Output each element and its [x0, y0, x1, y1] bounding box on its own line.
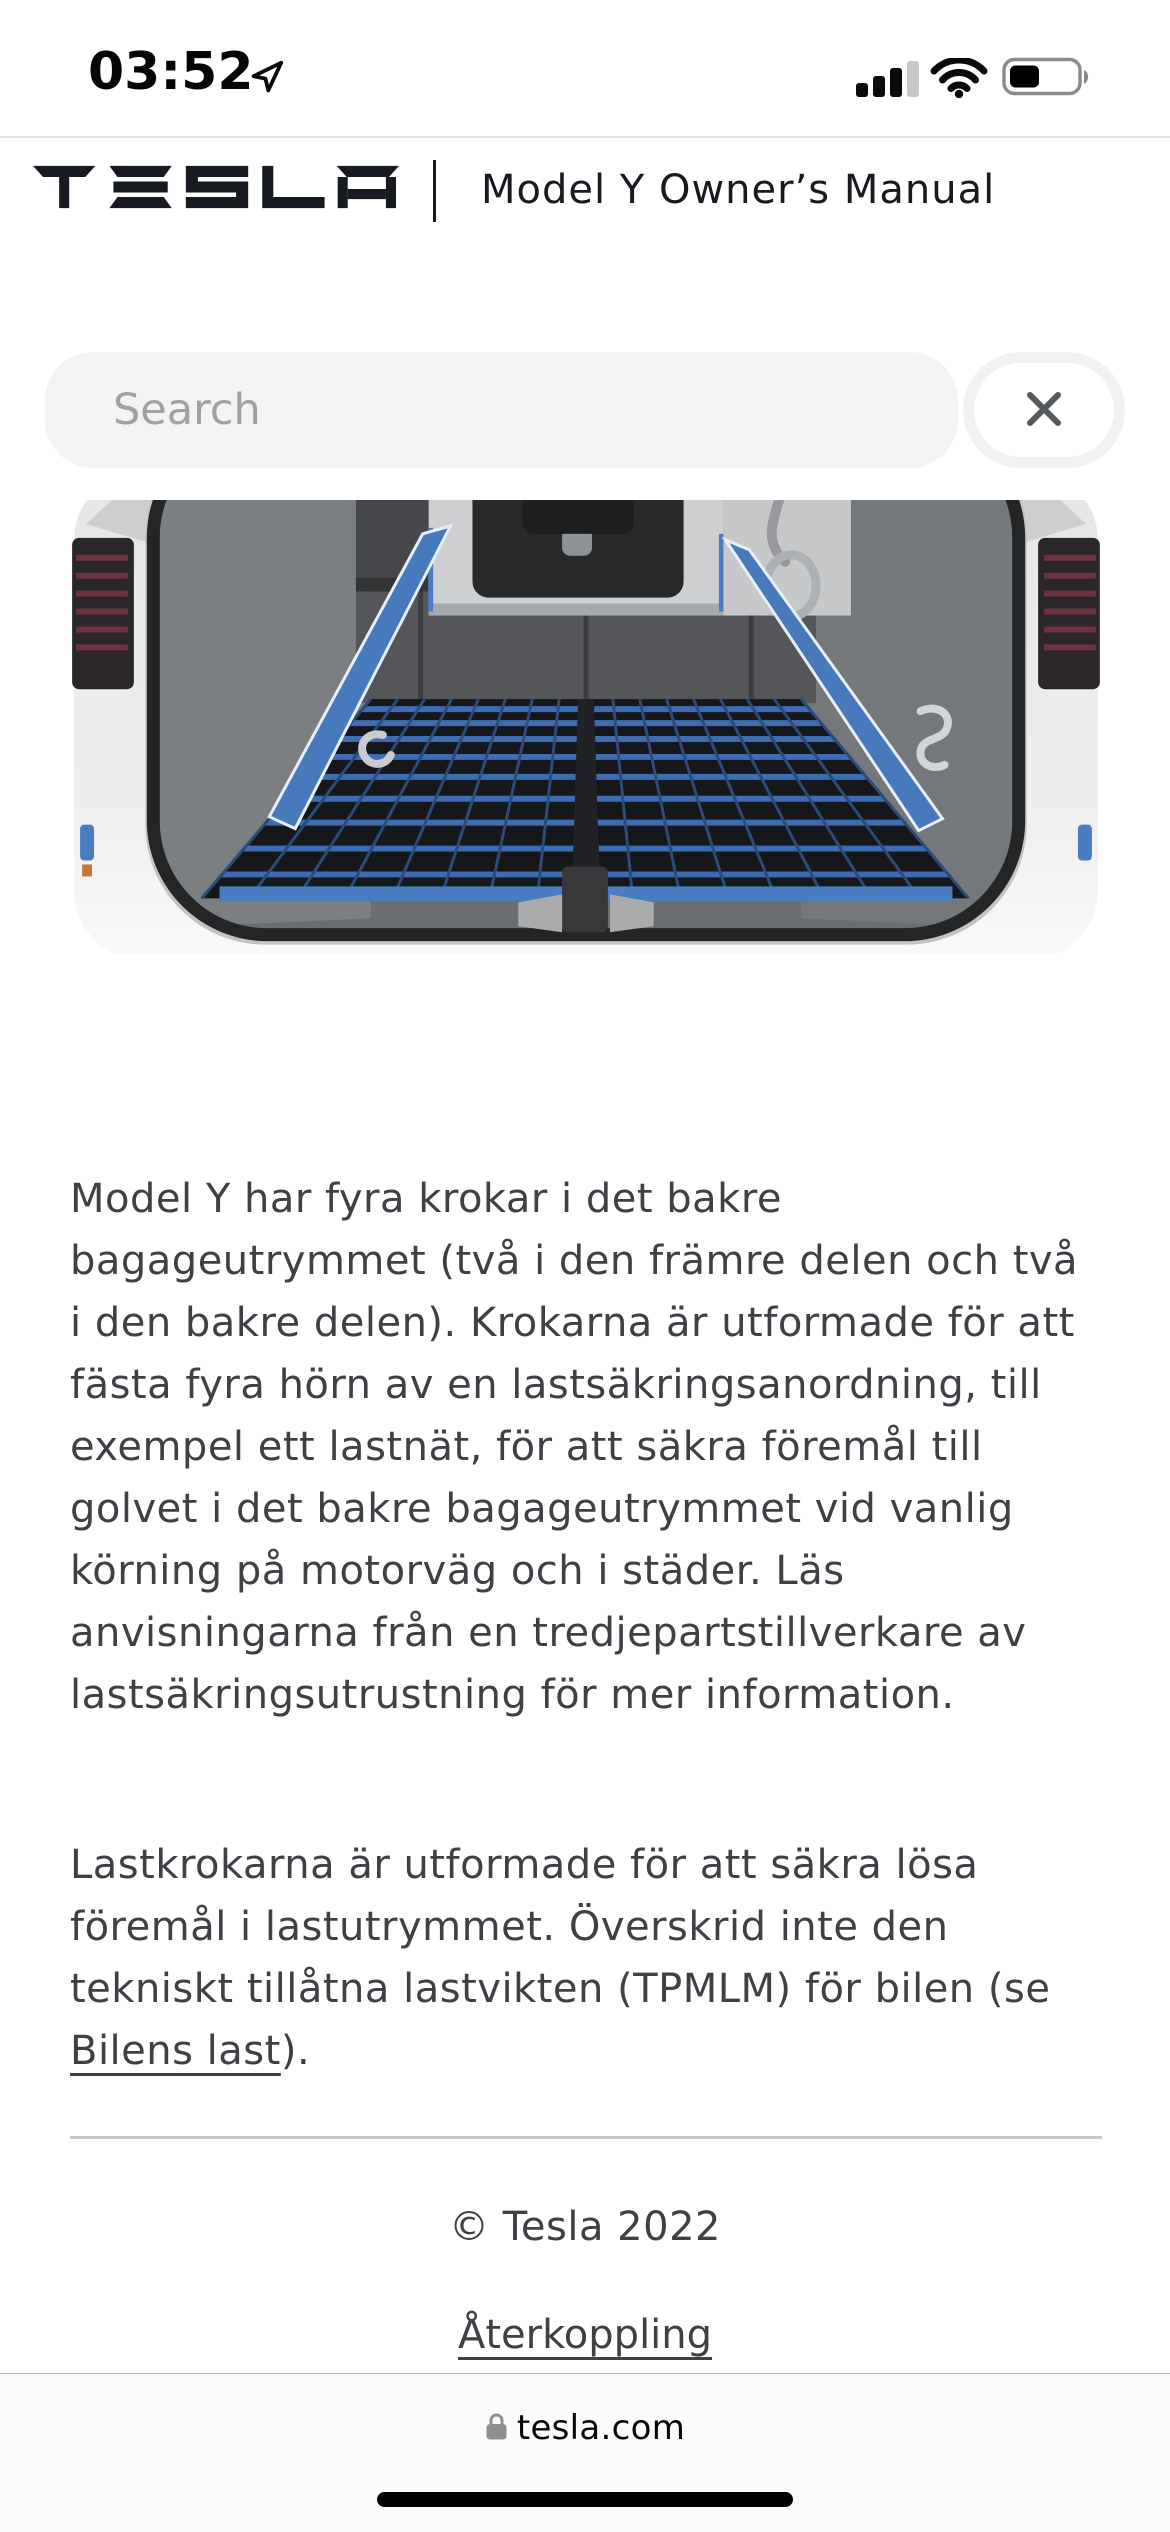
footer-divider — [70, 2136, 1102, 2139]
wifi-icon — [930, 58, 988, 102]
header — [0, 138, 1170, 328]
close-icon — [1022, 387, 1066, 434]
manual-title: Model Y Owner’s Manual — [481, 167, 996, 213]
url-bar[interactable] — [0, 2408, 1170, 2448]
tesla-logo[interactable] — [33, 165, 399, 213]
paragraph-2-text-after: ). — [280, 2028, 311, 2074]
cellular-signal-icon — [856, 58, 920, 102]
search-bar — [45, 352, 958, 468]
copyright-text: © Tesla 2022 — [449, 2204, 721, 2250]
header-divider — [433, 160, 436, 222]
status-bar — [0, 0, 1170, 136]
body-paragraph-2 — [70, 1834, 1082, 2082]
battery-icon — [1002, 57, 1092, 101]
paragraph-2-text-before: Lastkrokarna är utformade för att säkra lösa föremål i lastutrymmet. Överskrid inte den tekniskt tillåtna lastvikten (TPMLM) för bilen (se — [70, 1842, 1051, 2012]
browser-bottom-bar — [0, 2373, 1170, 2532]
status-time: 03:52 — [88, 42, 254, 102]
lock-icon — [485, 2412, 508, 2445]
trunk-cargo-net-image — [70, 500, 1102, 983]
bilens-last-link[interactable]: Bilens last — [70, 2028, 281, 2074]
feedback-row — [0, 2304, 1170, 2366]
body-paragraph-1: Model Y har fyra krokar i det bakre bagageutrymmet (två i den främre delen och två i den bakre delen). Krokarna är utformade för att fästa fyra hörn av en lastsäkringsanordning, till exempel ett lastnät, för att säkra föremål till golvet i det bakre bagageutrymmet vid vanlig körning på motorväg och i städer. Läs anvisningarna från en tredjepartstillverkare av lastsäkringsutrustning för mer information. — [70, 1176, 1079, 1718]
location-arrow-icon — [248, 58, 286, 100]
feedback-link[interactable]: Återkoppling — [457, 2312, 713, 2358]
search-clear-button[interactable] — [963, 352, 1125, 468]
search-input[interactable] — [45, 352, 958, 468]
url-text: tesla.com — [516, 2408, 686, 2448]
home-indicator[interactable] — [377, 2492, 793, 2507]
